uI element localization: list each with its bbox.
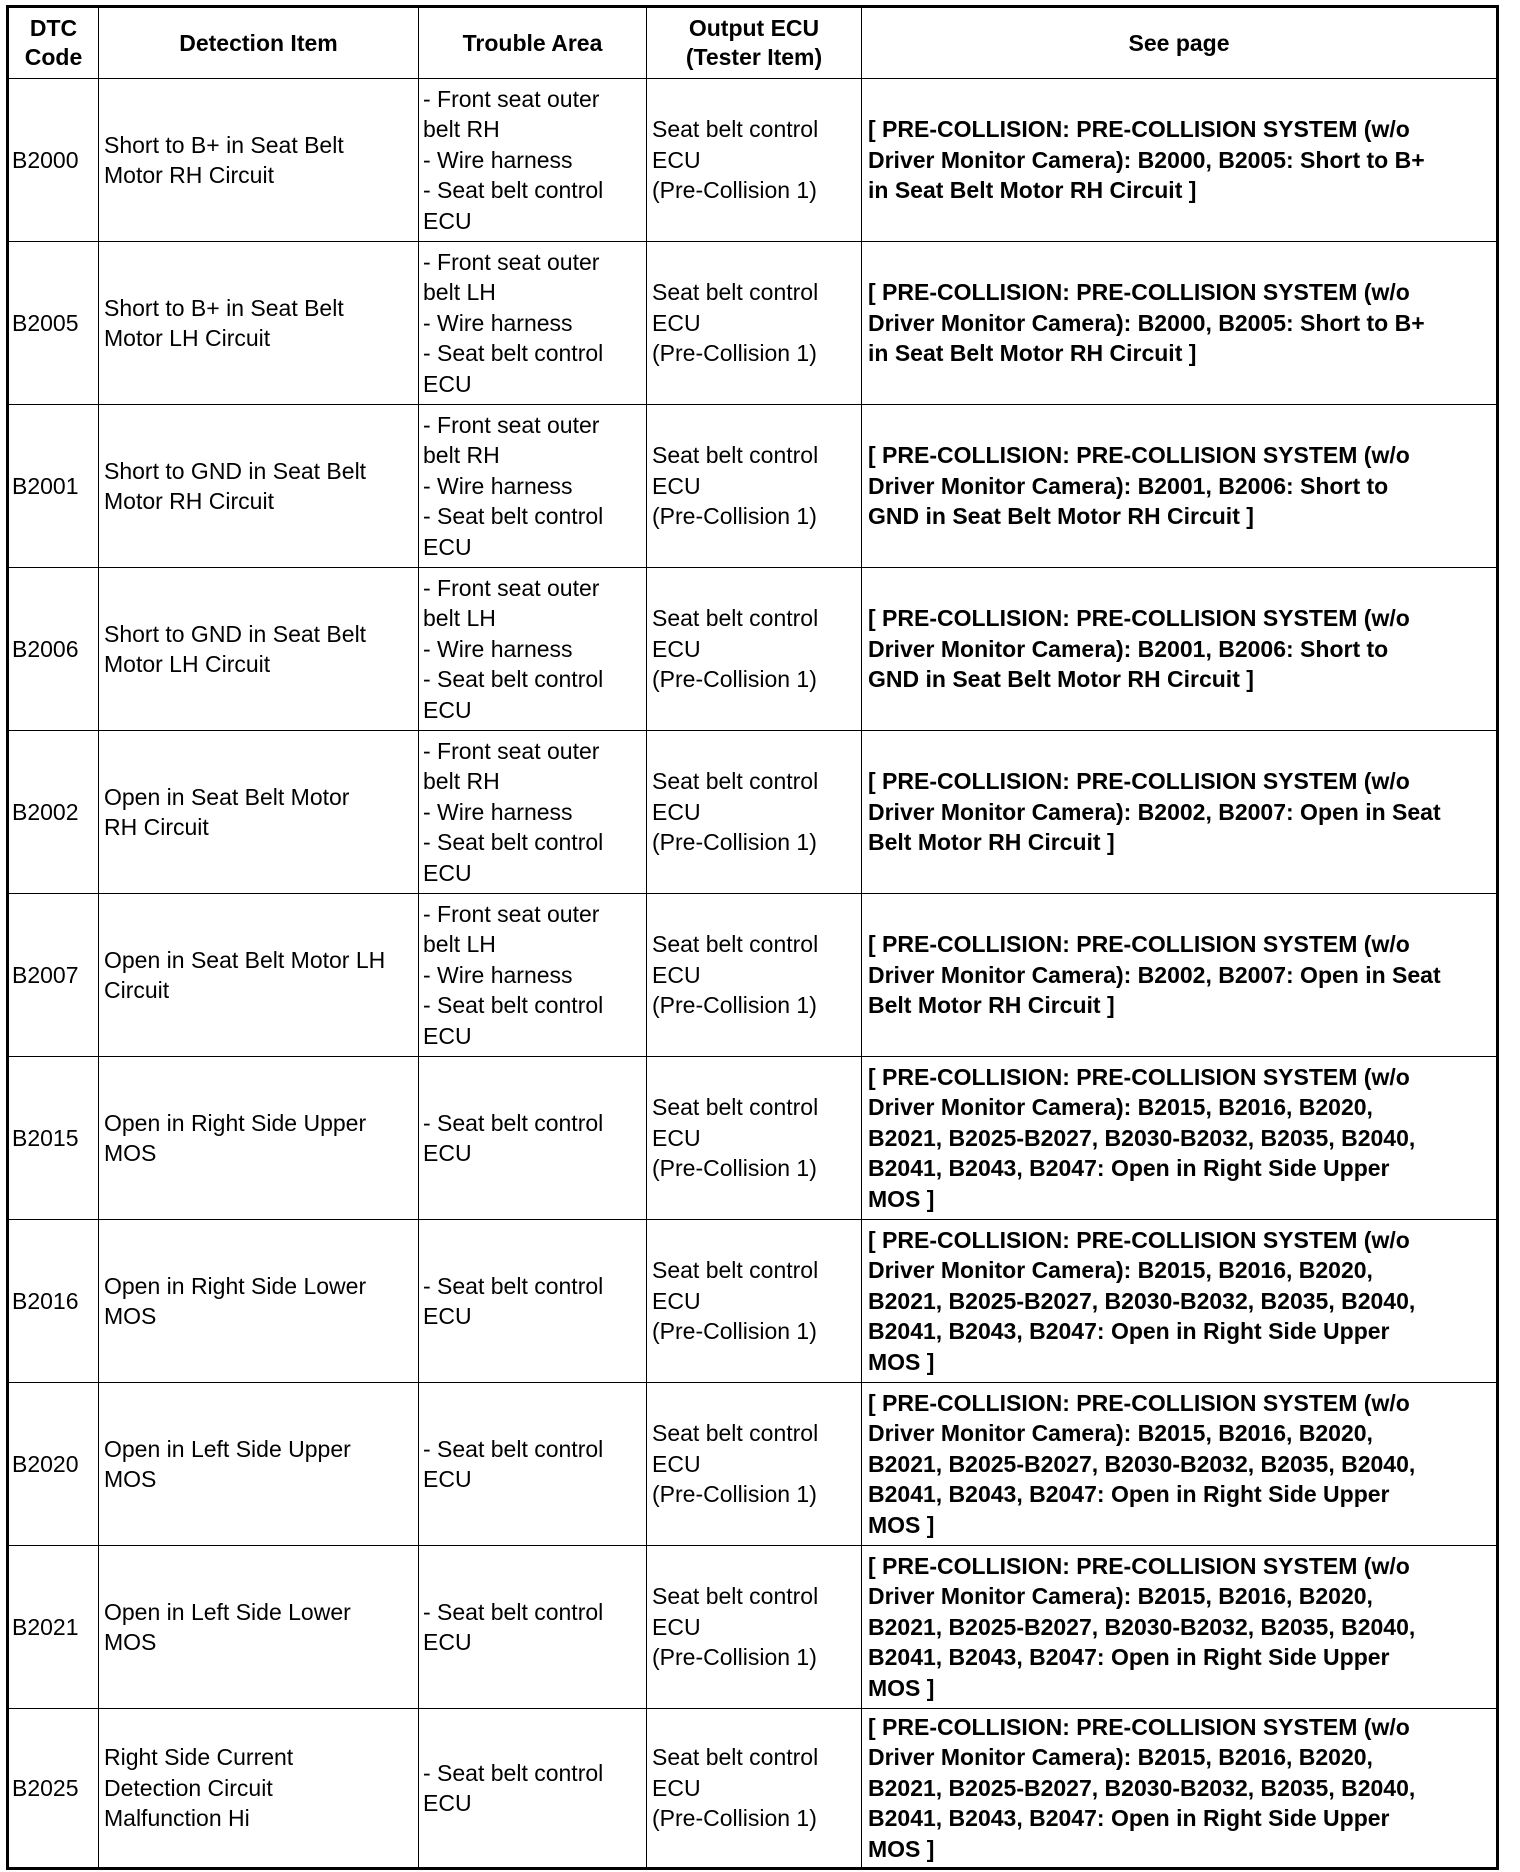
see-page-reference-link[interactable]: [ PRE-COLLISION: PRE-COLLISION SYSTEM (w/o [868, 605, 1410, 632]
output-ecu-line: (Pre-Collision 1) [652, 1155, 817, 1182]
output-ecu-cell [647, 568, 862, 731]
trouble-area-line: - Wire harness [423, 961, 573, 988]
dtc-code-cell [8, 405, 99, 568]
see-page-cell [862, 405, 1498, 568]
see-page-cell [862, 568, 1498, 731]
dtc-code: B2021 [12, 1613, 79, 1640]
detection-item-line: Open in Left Side Lower [104, 1598, 351, 1625]
see-page-cell [862, 242, 1498, 405]
trouble-area-line: - Seat belt control [423, 1598, 604, 1625]
trouble-area-line: - Seat belt control [423, 1759, 604, 1786]
trouble-area-line: - Front seat outer [423, 574, 600, 601]
trouble-area-line: - Seat belt control [423, 829, 604, 856]
table-row [8, 1057, 1498, 1220]
see-page-reference-link[interactable]: [ PRE-COLLISION: PRE-COLLISION SYSTEM (w/o [868, 1552, 1410, 1579]
trouble-area-line: ECU [423, 1303, 472, 1329]
trouble-area-cell [419, 1057, 647, 1220]
trouble-area-cell [419, 568, 647, 731]
see-page-cell [862, 1709, 1498, 1869]
output-ecu-line: Seat belt control [652, 1420, 819, 1447]
detection-item-line: MOS [104, 1629, 157, 1655]
trouble-area-line: ECU [423, 1790, 472, 1816]
see-page-reference-link[interactable]: Driver Monitor Camera): B2015, B2016, B2020, [868, 1744, 1373, 1771]
detection-item-line: Open in Seat Belt Motor [104, 783, 350, 810]
output-ecu-line: Seat belt control [652, 1744, 819, 1771]
see-page-reference-link[interactable]: B2041, B2043, B2047: Open in Right Side Upper [868, 1481, 1390, 1508]
trouble-area-cell [419, 1383, 647, 1546]
trouble-area-line: - Wire harness [423, 798, 573, 825]
detection-item-cell [99, 568, 419, 731]
see-page-reference-link[interactable]: MOS ] [868, 1674, 935, 1701]
trouble-area-line: ECU [423, 207, 472, 234]
output-ecu-line: Seat belt control [652, 1583, 819, 1610]
trouble-area-line: - Front seat outer [423, 411, 600, 438]
trouble-area-line: ECU [423, 370, 472, 397]
header-output-ecu [647, 7, 862, 79]
header-text: Detection Item [179, 29, 338, 56]
see-page-reference-link[interactable]: in Seat Belt Motor RH Circuit ] [868, 340, 1197, 367]
detection-item-cell [99, 405, 419, 568]
output-ecu-line: (Pre-Collision 1) [652, 503, 817, 530]
output-ecu-cell [647, 894, 862, 1057]
table-row [8, 242, 1498, 405]
output-ecu-cell [647, 405, 862, 568]
dtc-code-cell [8, 1709, 99, 1869]
trouble-area-line: - Wire harness [423, 472, 573, 499]
trouble-area-line: - Front seat outer [423, 900, 600, 927]
trouble-area-line: - Seat belt control [423, 177, 604, 204]
trouble-area-line: - Wire harness [423, 146, 573, 173]
trouble-area-line: - Front seat outer [423, 248, 600, 275]
trouble-area-line: belt LH [423, 931, 496, 958]
output-ecu-line: (Pre-Collision 1) [652, 992, 817, 1019]
see-page-reference-link[interactable]: B2021, B2025-B2027, B2030-B2032, B2035, B2040, [868, 1287, 1416, 1314]
see-page-reference-link[interactable]: [ PRE-COLLISION: PRE-COLLISION SYSTEM (w/o [868, 442, 1410, 469]
output-ecu-line: Seat belt control [652, 279, 819, 306]
table-row [8, 1220, 1498, 1383]
output-ecu-line: ECU [652, 1124, 701, 1151]
see-page-reference-link[interactable]: Driver Monitor Camera): B2002, B2007: Open in Seat [868, 961, 1441, 988]
trouble-area-line: - Seat belt control [423, 1272, 604, 1299]
see-page-reference-link[interactable]: MOS ] [868, 1348, 935, 1375]
trouble-area-cell [419, 79, 647, 242]
detection-item-line: Circuit [104, 977, 170, 1003]
see-page-reference-link[interactable]: MOS ] [868, 1511, 935, 1538]
see-page-reference-link[interactable]: [ PRE-COLLISION: PRE-COLLISION SYSTEM (w/o [868, 1063, 1410, 1090]
output-ecu-line: ECU [652, 635, 701, 662]
output-ecu-line: Seat belt control [652, 605, 819, 632]
trouble-area-line: - Seat belt control [423, 1109, 604, 1136]
trouble-area-line: ECU [423, 1466, 472, 1492]
dtc-code: B2015 [12, 1124, 79, 1151]
output-ecu-line: (Pre-Collision 1) [652, 1481, 817, 1508]
trouble-area-line: belt RH [423, 768, 500, 795]
detection-item-line: MOS [104, 1303, 157, 1329]
detection-item-line: Motor RH Circuit [104, 162, 274, 188]
dtc-code-cell [8, 1057, 99, 1220]
table-row [8, 1709, 1498, 1869]
header-text: DTC [29, 15, 78, 41]
see-page-cell [862, 731, 1498, 894]
header-detection-item [99, 7, 419, 79]
output-ecu-line: Seat belt control [652, 442, 819, 469]
detection-item-line: Short to B+ in Seat Belt [104, 131, 344, 158]
trouble-area-cell [419, 242, 647, 405]
output-ecu-cell [647, 242, 862, 405]
detection-item-line: Malfunction Hi [104, 1805, 250, 1832]
see-page-cell [862, 1546, 1498, 1709]
output-ecu-line: (Pre-Collision 1) [652, 340, 817, 367]
detection-item-line: MOS [104, 1140, 157, 1166]
detection-item-line: Motor LH Circuit [104, 325, 271, 351]
see-page-reference-link[interactable]: [ PRE-COLLISION: PRE-COLLISION SYSTEM (w/o [868, 279, 1410, 306]
output-ecu-cell [647, 1546, 862, 1709]
header-text: Output ECU [688, 15, 820, 41]
header-text: Code [24, 44, 83, 70]
dtc-code-cell [8, 1546, 99, 1709]
dtc-code: B2016 [12, 1287, 79, 1314]
detection-item-line: Detection Circuit [104, 1774, 273, 1801]
detection-item-line: Open in Seat Belt Motor LH [104, 946, 386, 973]
table-row [8, 731, 1498, 894]
trouble-area-line: ECU [423, 1022, 472, 1049]
output-ecu-cell [647, 1383, 862, 1546]
output-ecu-line: ECU [652, 146, 701, 173]
dtc-code-cell [8, 894, 99, 1057]
see-page-reference-link[interactable]: Driver Monitor Camera): B2001, B2006: Short to [868, 472, 1389, 499]
trouble-area-line: - Wire harness [423, 635, 573, 662]
table-row [8, 894, 1498, 1057]
output-ecu-line: ECU [652, 472, 701, 499]
see-page-cell [862, 894, 1498, 1057]
detection-item-line: Short to GND in Seat Belt [104, 457, 367, 484]
header-trouble-area [419, 7, 647, 79]
dtc-code: B2005 [12, 309, 79, 336]
header-row [8, 7, 1498, 79]
trouble-area-line: - Seat belt control [423, 503, 604, 530]
see-page-cell [862, 1383, 1498, 1546]
see-page-reference-link[interactable]: in Seat Belt Motor RH Circuit ] [868, 177, 1197, 204]
trouble-area-cell [419, 405, 647, 568]
see-page-reference-link[interactable]: B2041, B2043, B2047: Open in Right Side Upper [868, 1318, 1390, 1345]
see-page-reference-link[interactable]: B2021, B2025-B2027, B2030-B2032, B2035, B2040, [868, 1450, 1416, 1477]
trouble-area-line: ECU [423, 696, 472, 723]
trouble-area-line: belt RH [423, 442, 500, 469]
output-ecu-line: (Pre-Collision 1) [652, 1805, 817, 1832]
detection-item-line: Short to GND in Seat Belt [104, 620, 367, 647]
trouble-area-line: ECU [423, 1140, 472, 1166]
dtc-code-cell [8, 79, 99, 242]
dtc-code: B2007 [12, 961, 79, 988]
detection-item-cell [99, 1546, 419, 1709]
trouble-area-line: ECU [423, 859, 472, 886]
see-page-reference-link[interactable]: [ PRE-COLLISION: PRE-COLLISION SYSTEM (w/o [868, 768, 1410, 795]
header-text: Trouble Area [462, 29, 603, 56]
detection-item-line: RH Circuit [104, 814, 209, 840]
see-page-reference-link[interactable]: [ PRE-COLLISION: PRE-COLLISION SYSTEM (w/o [868, 1713, 1410, 1740]
see-page-reference-link[interactable]: [ PRE-COLLISION: PRE-COLLISION SYSTEM (w/o [868, 931, 1410, 958]
detection-item-line: Short to B+ in Seat Belt [104, 294, 344, 321]
trouble-area-cell [419, 894, 647, 1057]
table-body [8, 79, 1498, 1869]
detection-item-cell [99, 894, 419, 1057]
dtc-code: B2006 [12, 635, 79, 662]
detection-item-cell [99, 731, 419, 894]
header-dtc-code [8, 7, 99, 79]
see-page-reference-link[interactable]: [ PRE-COLLISION: PRE-COLLISION SYSTEM (w/o [868, 1226, 1410, 1253]
see-page-reference-link[interactable]: Driver Monitor Camera): B2015, B2016, B2020, [868, 1257, 1373, 1284]
trouble-area-cell [419, 731, 647, 894]
dtc-code: B2020 [12, 1450, 79, 1477]
trouble-area-cell [419, 1220, 647, 1383]
detection-item-line: Motor RH Circuit [104, 488, 274, 514]
see-page-reference-link[interactable]: Belt Motor RH Circuit ] [868, 829, 1115, 856]
trouble-area-line: - Seat belt control [423, 666, 604, 693]
header-see-page [862, 7, 1498, 79]
trouble-area-line: ECU [423, 1629, 472, 1655]
dtc-code-cell [8, 242, 99, 405]
trouble-area-line: ECU [423, 533, 472, 560]
trouble-area-line: belt RH [423, 116, 500, 143]
see-page-reference-link[interactable]: B2041, B2043, B2047: Open in Right Side Upper [868, 1805, 1390, 1832]
output-ecu-line: Seat belt control [652, 1094, 819, 1121]
see-page-reference-link[interactable]: Driver Monitor Camera): B2000, B2005: Short to B+ [868, 309, 1425, 336]
table-row [8, 405, 1498, 568]
output-ecu-line: (Pre-Collision 1) [652, 1318, 817, 1345]
table-row [8, 568, 1498, 731]
see-page-reference-link[interactable]: B2021, B2025-B2027, B2030-B2032, B2035, B2040, [868, 1613, 1416, 1640]
see-page-reference-link[interactable]: [ PRE-COLLISION: PRE-COLLISION SYSTEM (w/o [868, 116, 1410, 143]
output-ecu-cell [647, 1709, 862, 1869]
trouble-area-cell [419, 1546, 647, 1709]
table-header [8, 7, 1498, 79]
detection-item-cell [99, 1057, 419, 1220]
output-ecu-line: ECU [652, 309, 701, 336]
see-page-reference-link[interactable]: Driver Monitor Camera): B2015, B2016, B2020, [868, 1420, 1373, 1447]
detection-item-cell [99, 1709, 419, 1869]
table-row [8, 1546, 1498, 1709]
output-ecu-line: ECU [652, 1774, 701, 1801]
detection-item-cell [99, 1383, 419, 1546]
see-page-reference-link[interactable]: B2021, B2025-B2027, B2030-B2032, B2035, B2040, [868, 1124, 1416, 1151]
output-ecu-line: ECU [652, 798, 701, 825]
see-page-reference-link[interactable]: Belt Motor RH Circuit ] [868, 992, 1115, 1019]
dtc-code: B2001 [12, 472, 79, 499]
trouble-area-line: - Seat belt control [423, 992, 604, 1019]
output-ecu-line: (Pre-Collision 1) [652, 829, 817, 856]
see-page-reference-link[interactable]: Driver Monitor Camera): B2000, B2005: Short to B+ [868, 146, 1425, 173]
trouble-area-line: - Front seat outer [423, 85, 600, 112]
trouble-area-line: - Wire harness [423, 309, 573, 336]
see-page-reference-link[interactable]: Driver Monitor Camera): B2002, B2007: Open in Seat [868, 798, 1441, 825]
trouble-area-line: - Seat belt control [423, 340, 604, 367]
trouble-area-line: belt LH [423, 605, 496, 632]
dtc-code-cell [8, 1220, 99, 1383]
dtc-code-cell [8, 731, 99, 894]
see-page-reference-link[interactable]: GND in Seat Belt Motor RH Circuit ] [868, 503, 1254, 530]
see-page-reference-link[interactable]: B2041, B2043, B2047: Open in Right Side Upper [868, 1644, 1390, 1671]
header-text: See page [1128, 29, 1230, 56]
trouble-area-line: - Front seat outer [423, 737, 600, 764]
trouble-area-line: belt LH [423, 279, 496, 306]
output-ecu-line: Seat belt control [652, 116, 819, 143]
see-page-reference-link[interactable]: GND in Seat Belt Motor RH Circuit ] [868, 666, 1254, 693]
output-ecu-cell [647, 731, 862, 894]
output-ecu-line: (Pre-Collision 1) [652, 666, 817, 693]
trouble-area-cell [419, 1709, 647, 1869]
see-page-reference-link[interactable]: B2041, B2043, B2047: Open in Right Side Upper [868, 1155, 1390, 1182]
table-row [8, 1383, 1498, 1546]
detection-item-line: Open in Right Side Upper [104, 1109, 367, 1136]
detection-item-cell [99, 79, 419, 242]
dtc-table [6, 5, 1499, 1870]
output-ecu-cell [647, 1057, 862, 1220]
dtc-code: B2002 [12, 798, 79, 825]
detection-item-line: Open in Left Side Upper [104, 1435, 351, 1462]
dtc-code-cell [8, 568, 99, 731]
header-text: (Tester Item) [685, 44, 823, 70]
detection-item-line: MOS [104, 1466, 157, 1492]
see-page-reference-link[interactable]: Driver Monitor Camera): B2015, B2016, B2020, [868, 1094, 1373, 1121]
dtc-code-cell [8, 1383, 99, 1546]
output-ecu-line: ECU [652, 1613, 701, 1640]
output-ecu-line: ECU [652, 1450, 701, 1477]
see-page-cell [862, 1057, 1498, 1220]
detection-item-cell [99, 1220, 419, 1383]
output-ecu-cell [647, 79, 862, 242]
see-page-cell [862, 1220, 1498, 1383]
detection-item-line: Motor LH Circuit [104, 651, 271, 677]
output-ecu-cell [647, 1220, 862, 1383]
detection-item-line: Right Side Current [104, 1744, 294, 1771]
output-ecu-line: Seat belt control [652, 931, 819, 958]
see-page-reference-link[interactable]: B2021, B2025-B2027, B2030-B2032, B2035, B2040, [868, 1774, 1416, 1801]
dtc-code: B2025 [12, 1774, 79, 1801]
output-ecu-line: Seat belt control [652, 768, 819, 795]
trouble-area-line: - Seat belt control [423, 1435, 604, 1462]
see-page-reference-link[interactable]: MOS ] [868, 1185, 935, 1212]
dtc-code: B2000 [12, 146, 79, 173]
detection-item-cell [99, 242, 419, 405]
see-page-cell [862, 79, 1498, 242]
see-page-reference-link[interactable]: [ PRE-COLLISION: PRE-COLLISION SYSTEM (w/o [868, 1389, 1410, 1416]
see-page-reference-link[interactable]: MOS ] [868, 1835, 935, 1862]
output-ecu-line: ECU [652, 1287, 701, 1314]
output-ecu-line: Seat belt control [652, 1257, 819, 1284]
output-ecu-line: (Pre-Collision 1) [652, 1644, 817, 1671]
see-page-reference-link[interactable]: Driver Monitor Camera): B2015, B2016, B2020, [868, 1583, 1373, 1610]
table-row [8, 79, 1498, 242]
see-page-reference-link[interactable]: Driver Monitor Camera): B2001, B2006: Short to [868, 635, 1389, 662]
output-ecu-line: (Pre-Collision 1) [652, 177, 817, 204]
detection-item-line: Open in Right Side Lower [104, 1272, 367, 1299]
output-ecu-line: ECU [652, 961, 701, 988]
